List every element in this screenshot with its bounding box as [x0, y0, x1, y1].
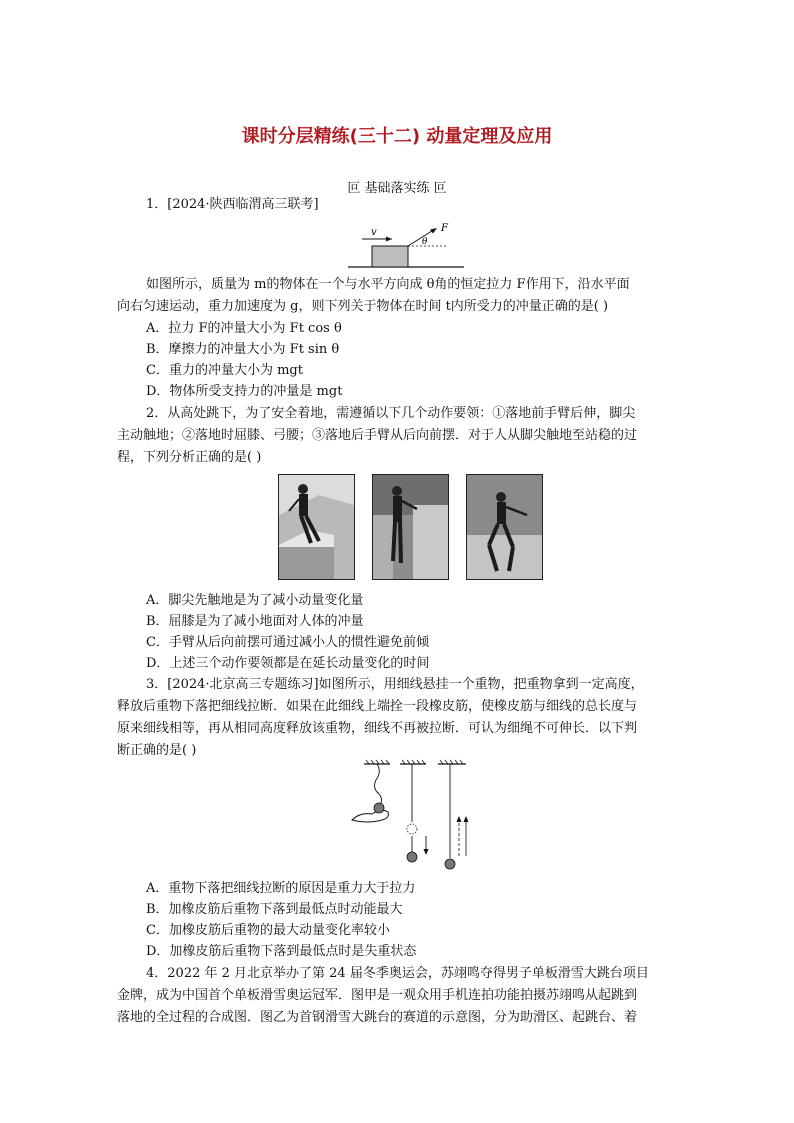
q2-stem-line-2: 主动触地；②落地时屈膝、弓腰；③落地后手臂从后向前摆．对于人从脚尖触地至站稳的过	[117, 428, 638, 443]
q4-stem-line-2: 金牌，成为中国首个单板滑雪奥运冠军．图甲是一观众用手机连拍功能拍摄苏翊鸣从起跳到	[117, 988, 638, 1003]
q1-stem-line-1: 如图所示，质量为 m的物体在一个与水平方向成 θ角的恒定拉力 F作用下，沿水平面	[146, 277, 630, 292]
q3-option-a: A．重物下落把细线拉断的原因是重力大于拉力	[146, 881, 416, 896]
jump-photo-3	[466, 474, 543, 580]
jump-photo-2	[372, 474, 449, 580]
q3-option-b: B．加橡皮筋后重物下落到最低点时动能最大	[146, 902, 403, 917]
q3-stem-line-4: 断正确的是( )	[117, 743, 197, 758]
q2-option-b: B．屈膝是为了减小地面对人体的冲量	[146, 614, 364, 629]
q4-stem-line-1: 4．2022 年 2 月北京举办了第 24 届冬季奥运会，苏翊鸣夺得男子单板滑雪大跳台项目	[146, 966, 649, 981]
q1-option-a: A．拉力 F的冲量大小为 Ft cos θ	[146, 321, 342, 336]
q3-stem-line-2: 释放后重物下落把细线拉断．如果在此细线上端拴一段橡皮筋，使橡皮筋与细线的总长度与	[117, 699, 638, 714]
force-label: F	[441, 223, 448, 234]
q3-hanging-weight-diagram	[346, 758, 476, 873]
q2-option-c: C．手臂从后向前摆可通过减小人的惯性避免前倾	[146, 635, 429, 650]
q2-option-d: D．上述三个动作要领都是在延长动量变化的时间	[146, 656, 430, 671]
q1-option-d: D．物体所受支持力的冲量是 mgt	[146, 384, 343, 399]
section-heading: 叵 基础落实练 叵	[347, 181, 447, 196]
velocity-label: v	[371, 227, 377, 238]
q1-block-force-diagram	[340, 222, 480, 270]
q1-stem-line-2: 向右匀速运动，重力加速度为 g，则下列关于物体在时间 t内所受力的冲量正确的是( )	[117, 299, 609, 314]
block	[372, 246, 408, 267]
q1-header: 1．[2024·陕西临渭高三联考]	[146, 197, 319, 212]
q1-option-c: C．重力的冲量大小为 mgt	[146, 363, 303, 378]
angle-label: θ	[422, 237, 428, 247]
q3-option-c: C．加橡皮筋后重物的最大动量变化率较小	[146, 923, 390, 938]
q2-option-a: A．脚尖先触地是为了减小动量变化量	[146, 593, 364, 608]
q3-stem-line-1: 3．[2024·北京高三专题练习]如图所示，用细线悬挂一个重物，把重物拿到一定高度，	[146, 677, 644, 692]
q3-stem-line-3: 原来细线相等，再从相同高度释放该重物，细线不再被拉断．可认为细绳不可伸长．以下判	[117, 721, 638, 736]
q2-stem-line-1: 2．从高处跳下，为了安全着地，需遵循以下几个动作要领：①落地前手臂后伸，脚尖	[146, 406, 636, 421]
q1-option-b: B．摩擦力的冲量大小为 Ft sin θ	[146, 342, 340, 357]
page-title: 课时分层精练(三十二) 动量定理及应用	[241, 126, 553, 147]
q4-stem-line-3: 落地的全过程的合成图．图乙为首钢滑雪大跳台的赛道的示意图，分为助滑区、起跳台、着	[117, 1010, 638, 1025]
q2-stem-line-3: 程，下列分析正确的是( )	[117, 450, 262, 465]
jump-photo-1	[278, 474, 355, 580]
q3-option-d: D．加橡皮筋后重物下落到最低点时是失重状态	[146, 944, 417, 959]
